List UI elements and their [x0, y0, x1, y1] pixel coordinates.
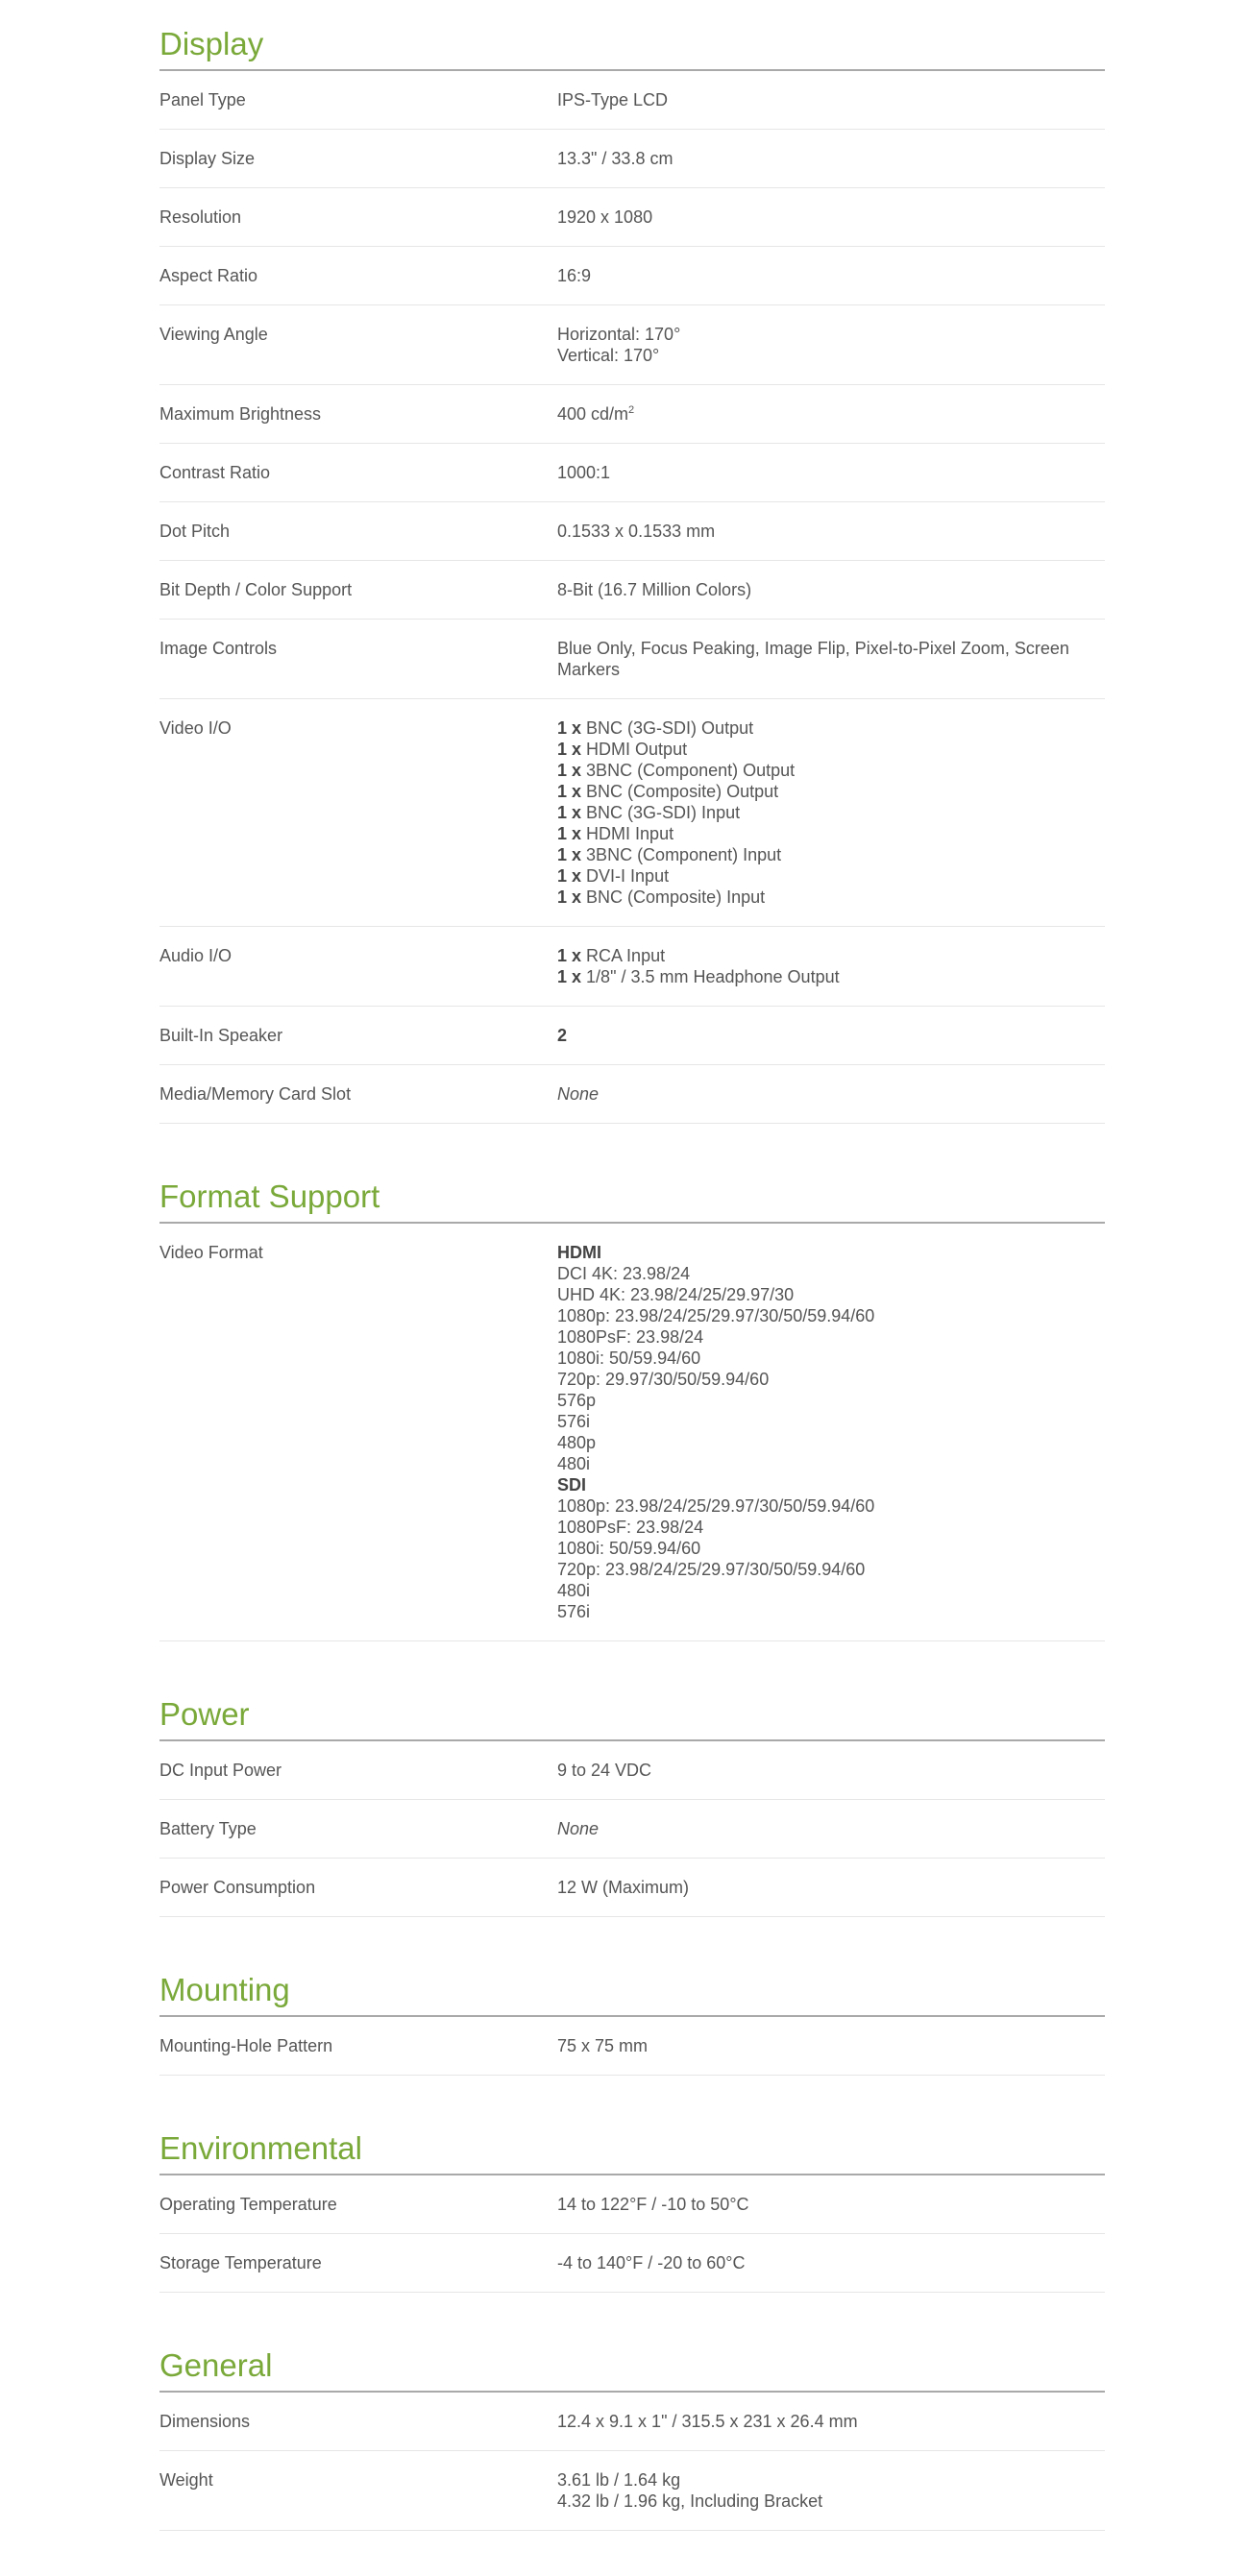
format-line: 480p	[557, 1433, 597, 1452]
io-description: HDMI Input	[586, 824, 674, 843]
spec-value	[557, 1877, 1105, 1898]
spec-label: Aspect Ratio	[159, 266, 258, 285]
io-quantity: 1 x	[557, 740, 582, 759]
io-description: DVI-I Input	[586, 866, 670, 886]
spec-value	[557, 1760, 1105, 1781]
spec-label: Dot Pitch	[159, 522, 231, 541]
spec-row-panel-type	[159, 71, 1105, 130]
spec-row-battery-type	[159, 1800, 1105, 1859]
section-title: Power	[159, 1641, 1105, 1741]
spec-label: Panel Type	[159, 90, 246, 109]
spec-value-text: 1920 x 1080	[557, 207, 653, 227]
io-description: 3BNC (Component) Output	[586, 761, 796, 780]
section-mounting	[159, 1917, 1105, 2076]
spec-value-line: 3.61 lb / 1.64 kg	[557, 2470, 681, 2490]
spec-label: Storage Temperature	[159, 2253, 322, 2272]
io-item	[557, 781, 1105, 802]
section-power	[159, 1641, 1105, 1917]
spec-value-text: 1000:1	[557, 463, 611, 482]
spec-row-resolution	[159, 188, 1105, 247]
format-line: 480i	[557, 1454, 591, 1473]
io-quantity: 1 x	[557, 967, 582, 986]
spec-value-text: 16:9	[557, 266, 592, 285]
spec-label: Built-In Speaker	[159, 1026, 283, 1045]
section-title: Display	[159, 0, 1105, 71]
io-description: 3BNC (Component) Input	[586, 845, 782, 864]
format-line: 1080PsF: 23.98/24	[557, 1518, 704, 1537]
io-item	[557, 739, 1105, 760]
spec-value	[557, 1083, 1105, 1105]
io-quantity: 1 x	[557, 824, 582, 843]
spec-row-display-size	[159, 130, 1105, 188]
spec-value	[557, 403, 1105, 425]
spec-label: Viewing Angle	[159, 325, 268, 344]
spec-row-contrast-ratio	[159, 444, 1105, 502]
spec-value	[557, 2194, 1105, 2215]
io-description: BNC (3G-SDI) Input	[586, 803, 741, 822]
spec-row-power-consumption	[159, 1859, 1105, 1917]
format-line: DCI 4K: 23.98/24	[557, 1264, 691, 1283]
spec-row-built-in-speaker	[159, 1007, 1105, 1065]
io-item	[557, 945, 1105, 966]
format-line: 720p: 29.97/30/50/59.94/60	[557, 1370, 770, 1389]
spec-value	[557, 1025, 1105, 1046]
io-item	[557, 717, 1105, 739]
section-general	[159, 2293, 1105, 2531]
io-quantity: 1 x	[557, 803, 582, 822]
io-description: 1/8" / 3.5 mm Headphone Output	[586, 967, 840, 986]
io-description: HDMI Output	[586, 740, 688, 759]
spec-row-weight	[159, 2451, 1105, 2531]
section-title: Format Support	[159, 1124, 1105, 1224]
io-item	[557, 844, 1105, 865]
spec-label: Battery Type	[159, 1819, 257, 1838]
spec-value-text: 8-Bit (16.7 Million Colors)	[557, 580, 752, 599]
spec-label: DC Input Power	[159, 1761, 282, 1780]
spec-value-text: None	[557, 1084, 600, 1104]
spec-label: Weight	[159, 2470, 213, 2490]
spec-value	[557, 579, 1105, 600]
io-quantity: 1 x	[557, 887, 582, 907]
io-item	[557, 887, 1105, 908]
spec-row-dimensions	[159, 2393, 1105, 2451]
spec-label: Operating Temperature	[159, 2195, 337, 2214]
spec-row-aspect-ratio	[159, 247, 1105, 305]
section-title: General	[159, 2293, 1105, 2393]
spec-value	[557, 1818, 1105, 1839]
spec-value	[557, 638, 1105, 680]
spec-label: Contrast Ratio	[159, 463, 271, 482]
format-line: 480i	[557, 1581, 591, 1600]
spec-label: Video I/O	[159, 718, 232, 738]
io-description: BNC (Composite) Input	[586, 887, 766, 907]
spec-value-line: 4.32 lb / 1.96 kg, Including Bracket	[557, 2491, 823, 2511]
spec-value-text: None	[557, 1819, 600, 1838]
io-item	[557, 823, 1105, 844]
io-item	[557, 760, 1105, 781]
spec-label: Resolution	[159, 207, 242, 227]
spec-row-audio-i-o	[159, 927, 1105, 1007]
io-quantity: 1 x	[557, 718, 582, 738]
superscript: 2	[628, 404, 635, 416]
spec-value	[557, 89, 1105, 110]
io-quantity: 1 x	[557, 761, 582, 780]
spec-label: Power Consumption	[159, 1878, 316, 1897]
spec-row-dot-pitch	[159, 502, 1105, 561]
io-item	[557, 802, 1105, 823]
format-line: 1080p: 23.98/24/25/29.97/30/50/59.94/60	[557, 1306, 875, 1325]
spec-value-text: 9 to 24 VDC	[557, 1761, 652, 1780]
io-quantity: 1 x	[557, 845, 582, 864]
format-line: 576p	[557, 1391, 597, 1410]
spec-value	[557, 148, 1105, 169]
spec-value-text: IPS-Type LCD	[557, 90, 669, 109]
spec-label: Video Format	[159, 1243, 263, 1262]
spec-row-storage-temperature	[159, 2234, 1105, 2293]
section-environmental	[159, 2076, 1105, 2293]
spec-row-dc-input-power	[159, 1741, 1105, 1800]
spec-value	[557, 2252, 1105, 2273]
format-line: 1080PsF: 23.98/24	[557, 1327, 704, 1347]
spec-value-text: 2	[557, 1026, 568, 1045]
spec-value-text: 75 x 75 mm	[557, 2036, 649, 2055]
format-group-heading: SDI	[557, 1475, 587, 1495]
spec-value	[557, 2469, 1105, 2512]
spec-row-viewing-angle	[159, 305, 1105, 385]
section-display	[159, 0, 1105, 1124]
spec-row-image-controls	[159, 620, 1105, 699]
section-format-support	[159, 1124, 1105, 1641]
spec-value	[557, 1242, 1105, 1622]
format-line: 1080i: 50/59.94/60	[557, 1349, 701, 1368]
spec-value-line: Horizontal: 170°	[557, 325, 681, 344]
spec-value-line: Vertical: 170°	[557, 346, 660, 365]
spec-label: Display Size	[159, 149, 256, 168]
io-item	[557, 966, 1105, 987]
spec-value-text: 12 W (Maximum)	[557, 1878, 690, 1897]
spec-value	[557, 2411, 1105, 2432]
spec-label: Media/Memory Card Slot	[159, 1084, 352, 1104]
spec-value-text: 0.1533 x 0.1533 mm	[557, 522, 716, 541]
spec-label: Maximum Brightness	[159, 404, 322, 424]
spec-value	[557, 265, 1105, 286]
spec-value	[557, 945, 1105, 987]
format-line: 576i	[557, 1602, 591, 1621]
spec-value-text: 12.4 x 9.1 x 1" / 315.5 x 231 x 26.4 mm	[557, 2412, 858, 2431]
io-description: RCA Input	[586, 946, 666, 965]
spec-row-bit-depth-color-support	[159, 561, 1105, 620]
spec-value	[557, 717, 1105, 908]
format-line: 720p: 23.98/24/25/29.97/30/50/59.94/60	[557, 1560, 866, 1579]
spec-value	[557, 207, 1105, 228]
spec-label: Bit Depth / Color Support	[159, 580, 353, 599]
spec-value	[557, 521, 1105, 542]
spec-value-text: 14 to 122°F / -10 to 50°C	[557, 2195, 749, 2214]
io-quantity: 1 x	[557, 866, 582, 886]
spec-label: Dimensions	[159, 2412, 251, 2431]
io-quantity: 1 x	[557, 782, 582, 801]
format-group-heading: HDMI	[557, 1243, 601, 1262]
spec-value-text: 400 cd/m	[557, 404, 629, 424]
spec-value	[557, 2035, 1105, 2056]
spec-row-operating-temperature	[159, 2175, 1105, 2234]
spec-label: Audio I/O	[159, 946, 233, 965]
spec-row-video-format	[159, 1224, 1105, 1641]
spec-row-video-i-o	[159, 699, 1105, 927]
format-line: 576i	[557, 1412, 591, 1431]
section-title: Mounting	[159, 1917, 1105, 2017]
io-description: BNC (Composite) Output	[586, 782, 779, 801]
spec-label: Mounting-Hole Pattern	[159, 2036, 333, 2055]
spec-row-mounting-hole-pattern	[159, 2017, 1105, 2076]
spec-sheet	[159, 0, 1105, 2531]
io-quantity: 1 x	[557, 946, 582, 965]
spec-row-media-memory-card-slot	[159, 1065, 1105, 1124]
section-title: Environmental	[159, 2076, 1105, 2175]
spec-value	[557, 462, 1105, 483]
io-description: BNC (3G-SDI) Output	[586, 718, 754, 738]
spec-value-text: -4 to 140°F / -20 to 60°C	[557, 2253, 746, 2272]
spec-row-maximum-brightness	[159, 385, 1105, 444]
format-line: 1080p: 23.98/24/25/29.97/30/50/59.94/60	[557, 1496, 875, 1516]
format-line: 1080i: 50/59.94/60	[557, 1539, 701, 1558]
spec-value-text: 13.3" / 33.8 cm	[557, 149, 673, 168]
format-line: UHD 4K: 23.98/24/25/29.97/30	[557, 1285, 795, 1304]
io-item	[557, 865, 1105, 887]
spec-value	[557, 324, 1105, 366]
spec-value-text: Blue Only, Focus Peaking, Image Flip, Pixel-to-Pixel Zoom, Screen Markers	[557, 639, 1069, 679]
spec-label: Image Controls	[159, 639, 278, 658]
